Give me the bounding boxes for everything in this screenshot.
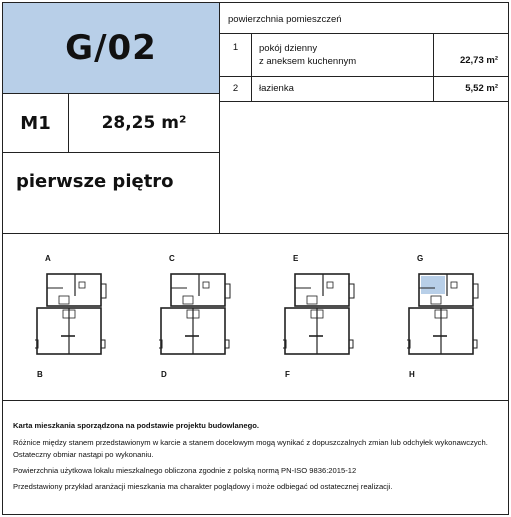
fixture-icon [203, 282, 209, 288]
disclaimer-notes [13, 420, 498, 497]
room-number: 2 [232, 83, 239, 94]
stair-icon [59, 296, 69, 304]
room-name [259, 42, 356, 68]
fixture-icon [327, 282, 333, 288]
notes-paragraph: Przedstawiony przykład aranżacji mieszkania ma charakter poglądowy i może odbiegać od ostatecznej realizacji. [13, 482, 393, 491]
divider [220, 33, 508, 34]
floor-plan [407, 256, 491, 380]
room-area: 22,73 m² [459, 55, 498, 66]
plan-label-top: G [417, 254, 424, 263]
stair-icon [307, 296, 317, 304]
notes-paragraph: Powierzchnia użytkowa lokalu mieszkalnego obliczona zgodnie z polską normą PN-ISO 9836:2015-12 [13, 466, 357, 475]
floor-plan-drawing [407, 266, 491, 376]
room-name-line: z aneksem kuchennym [259, 56, 357, 67]
upper-block [47, 274, 101, 306]
highlighted-unit [421, 276, 445, 294]
room-number: 1 [232, 42, 239, 53]
fixture-icon [79, 282, 85, 288]
divider [251, 33, 252, 101]
floor-row [3, 153, 220, 233]
divider [3, 400, 508, 401]
floor-plan-drawing [35, 266, 119, 376]
plan-label-top: E [293, 254, 299, 263]
upper-block [295, 274, 349, 306]
divider [433, 33, 434, 101]
plan-label-bottom: D [161, 370, 167, 379]
room-name: łazienka [259, 83, 294, 94]
floor-plan [283, 256, 367, 380]
plan-label-bottom: B [37, 370, 43, 379]
floor-plan-drawing [283, 266, 367, 376]
unit-area: 28,25 m² [101, 113, 187, 133]
divider [220, 101, 508, 102]
unit-type-row [3, 94, 220, 153]
floor-plan [35, 256, 119, 380]
plan-label-top: A [45, 254, 51, 263]
plan-label-top: C [169, 254, 175, 263]
floor-plan-drawing [159, 266, 243, 376]
plan-label-bottom: H [409, 370, 415, 379]
notes-lead: Karta mieszkania sporządzona na podstawie projektu budowlanego. [13, 421, 259, 430]
unit-code: G/02 [65, 28, 157, 68]
fixture-icon [451, 282, 457, 288]
rooms-table-title: powierzchnia pomieszczeń [228, 14, 342, 25]
upper-block [171, 274, 225, 306]
notes-paragraph: Różnice między stanem przedstawionym w karcie a stanem docelowym mogą wynikać z dopuszczalnych zmian lub odchyłek wykonawczych. Ostateczny obmiar nastąpi po wykonaniu. [13, 438, 488, 459]
stair-icon [183, 296, 193, 304]
room-area: 5,52 m² [465, 83, 498, 94]
room-name-line: pokój dzienny [259, 43, 318, 54]
unit-type: M1 [3, 94, 69, 152]
apartment-card [2, 2, 509, 515]
unit-code-box [3, 3, 220, 94]
floor-plans [3, 234, 510, 400]
floor-plan [159, 256, 243, 380]
floor-label: pierwsze piętro [16, 171, 174, 192]
stair-icon [431, 296, 441, 304]
divider [220, 76, 508, 77]
plan-label-bottom: F [285, 370, 290, 379]
